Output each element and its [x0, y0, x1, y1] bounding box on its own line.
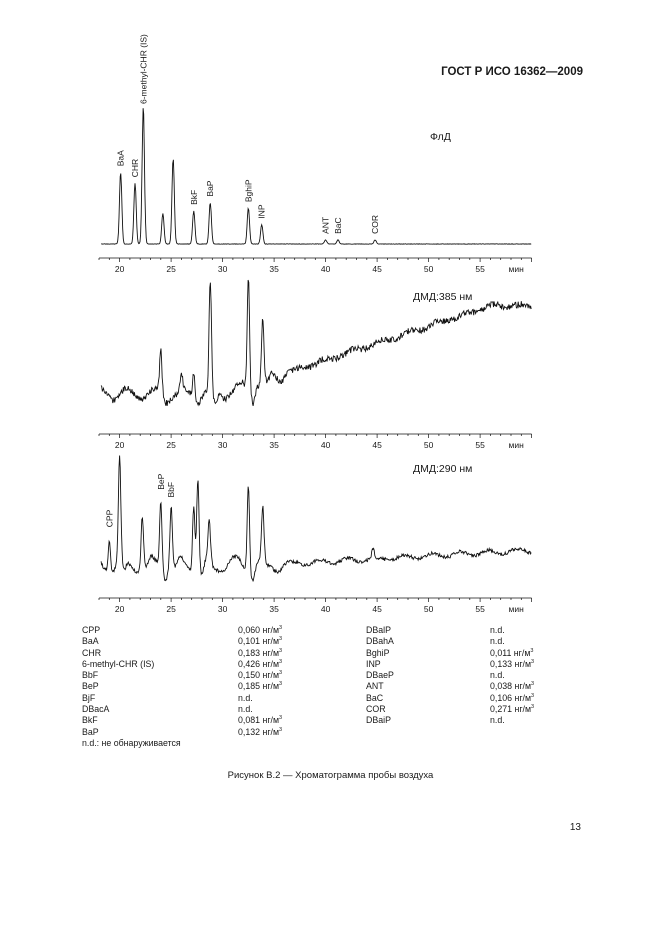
- concentration-value: 0,101 $нг/м^3$: [238, 636, 283, 647]
- compound-name: BaP: [82, 726, 99, 737]
- left-names-column: [82, 625, 181, 749]
- compound-name: 6-methyl-CHR (IS): [82, 658, 155, 669]
- peak-label: BaC: [332, 217, 343, 234]
- x-tick-label: 40: [320, 604, 331, 614]
- x-tick-label: 40: [320, 440, 331, 450]
- peak-label: BkF: [188, 189, 199, 205]
- concentration-value: 0,271 $нг/м^3$: [490, 704, 535, 715]
- compound-name: BbF: [82, 670, 99, 681]
- concentration-value: n.d.: [238, 704, 253, 715]
- concentration-value: n.d.: [490, 625, 505, 635]
- compound-name: BeP: [82, 681, 99, 692]
- concentration-value: n.d.: [490, 670, 505, 681]
- compound-name: BghiP: [366, 647, 390, 658]
- x-tick-label: 25: [166, 264, 176, 274]
- peak-label: BghiP: [243, 179, 254, 203]
- peak-label: COR: [370, 214, 381, 234]
- chromatogram-dmd-290: [80, 446, 536, 616]
- right-names-column: [366, 625, 394, 727]
- x-tick-label: 20: [114, 604, 125, 614]
- compound-name: CPP: [82, 625, 101, 635]
- x-tick-label: 35: [269, 604, 279, 614]
- concentration-value: 0,011 $нг/м^3$: [490, 647, 534, 658]
- panel-title: ДМД:290 нм: [413, 463, 473, 475]
- compound-name: DBacA: [82, 704, 110, 715]
- x-tick-label: 35: [269, 440, 279, 450]
- chromatogram-trace: [101, 108, 531, 244]
- concentration-value: 0,183 $нг/м^3$: [238, 647, 283, 658]
- concentration-value: 0,106 $нг/м^3$: [490, 692, 535, 703]
- page-number: 13: [569, 822, 581, 833]
- table-note: n.d.: не обнаруживается: [82, 737, 181, 748]
- concentration-value: 0,133 $нг/м^3$: [490, 658, 535, 669]
- x-tick-label: 30: [217, 604, 228, 614]
- concentration-value: 0,132 $нг/м^3$: [238, 726, 283, 737]
- x-unit-label: мин: [508, 264, 524, 274]
- concentration-value: 0,081 $нг/м^3$: [238, 715, 283, 726]
- x-tick-label: 50: [423, 264, 434, 274]
- compound-name: BaA: [82, 636, 99, 647]
- concentration-value: n.d.: [238, 692, 253, 703]
- x-tick-label: 30: [217, 440, 228, 450]
- concentration-value: 0,185 $нг/м^3$: [238, 681, 283, 692]
- peak-label: BaP: [205, 180, 216, 197]
- compound-name: INP: [366, 658, 381, 669]
- x-tick-label: 55: [475, 440, 485, 450]
- concentration-value: n.d.: [490, 715, 505, 726]
- compound-name: CHR: [82, 647, 102, 658]
- concentration-value: n.d.: [490, 636, 505, 647]
- compound-name: DBalP: [366, 625, 391, 635]
- compound-name: DBaiP: [366, 715, 391, 726]
- left-values-column: [238, 625, 282, 738]
- x-tick-label: 45: [372, 264, 382, 274]
- compound-name: DBahA: [366, 636, 394, 647]
- x-tick-label: 35: [269, 264, 279, 274]
- x-tick-label: 25: [166, 604, 176, 614]
- x-tick-label: 50: [423, 604, 434, 614]
- compound-name: COR: [366, 704, 386, 715]
- peak-label: ANT: [320, 216, 331, 234]
- compound-name: DBaeP: [366, 670, 394, 681]
- peak-label: BaA: [115, 150, 126, 167]
- x-tick-label: 55: [475, 604, 485, 614]
- concentration-value: 0,038 $нг/м^3$: [490, 681, 535, 692]
- x-tick-label: 55: [475, 264, 485, 274]
- panel-title: ДМД:385 нм: [413, 291, 473, 303]
- peak-label: BbF: [166, 481, 177, 498]
- x-tick-label: 25: [166, 440, 176, 450]
- peak-label: CHR: [130, 158, 141, 178]
- panel-title: ФлД: [430, 131, 451, 143]
- standard-header: ГОСТ Р ИСО 16362—2009: [441, 66, 583, 78]
- chromatogram-dmd-385: [80, 276, 536, 450]
- peak-label: BeP: [155, 473, 166, 490]
- x-unit-label: мин: [508, 440, 524, 450]
- x-tick-label: 30: [217, 264, 228, 274]
- x-tick-label: 40: [320, 264, 331, 274]
- compound-name: ANT: [366, 681, 384, 692]
- x-tick-label: 50: [423, 440, 434, 450]
- peak-label: CPP: [104, 509, 115, 528]
- figure-caption: Рисунок В.2 — Хроматограмма пробы воздуха: [227, 770, 434, 781]
- compound-name: BkF: [82, 715, 98, 726]
- peak-label: 6-methyl-CHR (IS): [138, 34, 149, 104]
- concentration-value: 0,150 $нг/м^3$: [238, 670, 283, 681]
- x-tick-label: 45: [372, 440, 382, 450]
- concentration-value: 0,060 $нг/м^3$: [238, 625, 283, 635]
- right-values-column: [490, 625, 534, 727]
- compound-name: BaC: [366, 692, 384, 703]
- x-unit-label: мин: [508, 604, 524, 614]
- x-tick-label: 20: [114, 440, 125, 450]
- peak-label: INP: [256, 204, 267, 219]
- x-tick-label: 45: [372, 604, 382, 614]
- compound-name: BjF: [82, 692, 96, 703]
- concentration-value: 0,426 $нг/м^3$: [238, 658, 283, 669]
- x-tick-label: 20: [114, 264, 125, 274]
